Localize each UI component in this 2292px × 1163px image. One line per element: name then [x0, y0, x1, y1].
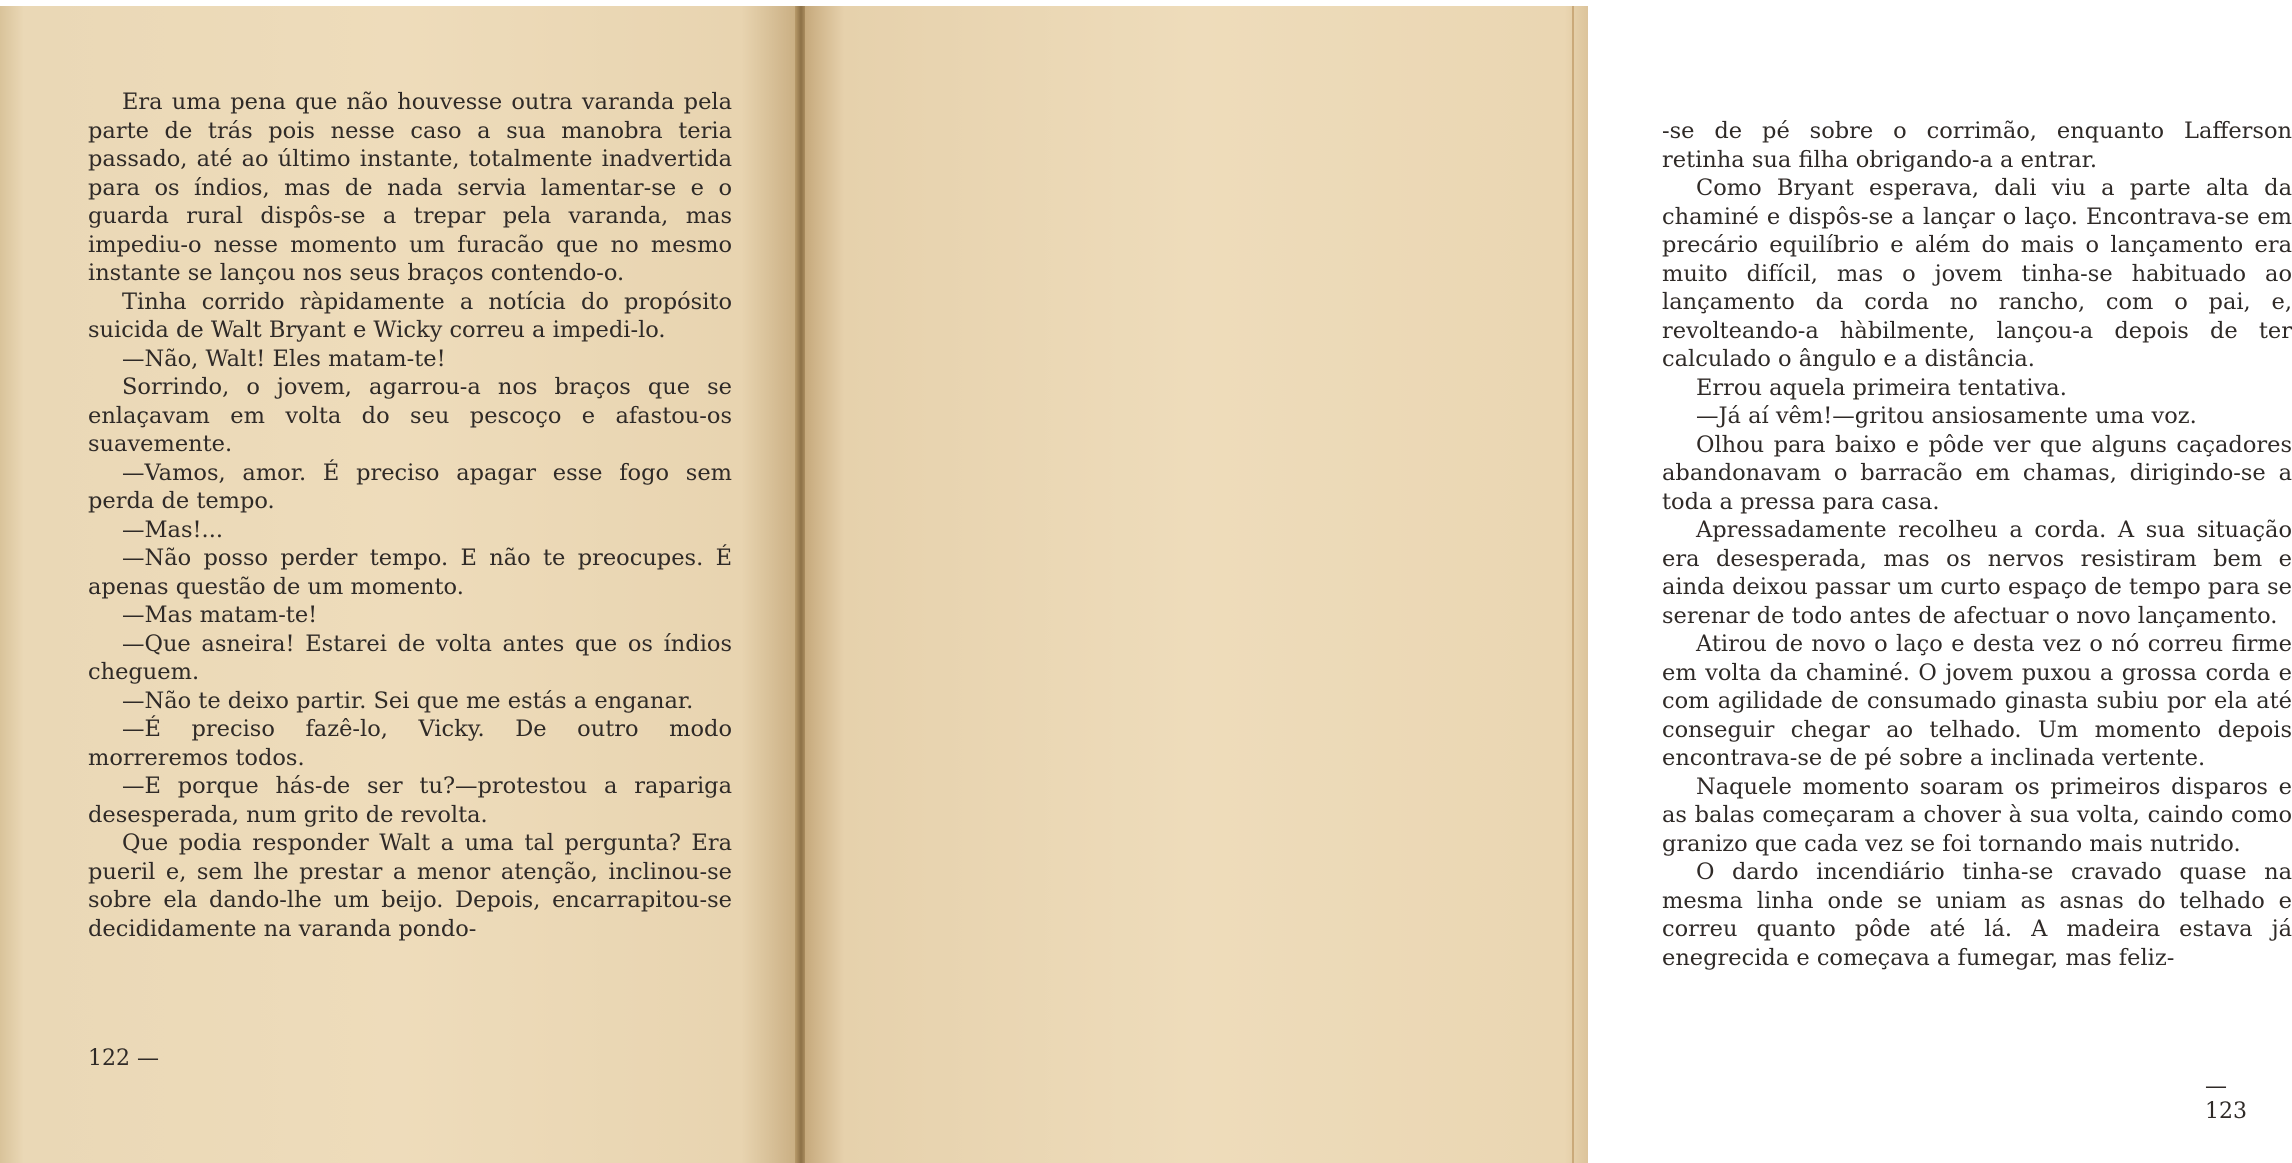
paragraph: Olhou para baixo e pôde ver que alguns caçadores abandonavam o barracão em chamas, dirigindo-se a toda a pressa para casa. — [1662, 431, 2292, 515]
paragraph: Naquele momento soaram os primeiros disparos e as balas começaram a chover à sua volta, caindo como granizo que cada vez se foi tornando mais nutrido. — [1662, 773, 2292, 857]
paragraph: —Não posso perder tempo. E não te preocupes. É apenas questão de um momento. — [88, 545, 732, 600]
paragraph: Sorrindo, o jovem, agarrou-a nos braços que se enlaçavam em volta do seu pescoço e afastou-os suavemente. — [88, 374, 732, 457]
paragraph: —Mas!... — [122, 516, 223, 543]
book-spread — [0, 6, 2292, 1163]
paragraph-continuation: -se de pé sobre o corrimão, enquanto Lafferson retinha sua filha obrigando-a a entrar. — [1662, 118, 2292, 173]
paragraph: —É preciso fazê-lo, Vicky. De outro modo morreremos todos. — [88, 716, 732, 771]
paragraph: Errou aquela primeira tentativa. — [1696, 374, 2067, 401]
paragraph: —E porque hás-de ser tu?—protestou a rapariga desesperada, num grito de revolta. — [88, 773, 732, 828]
left-page — [0, 6, 797, 1163]
paragraph: O dardo incendiário tinha-se cravado quase na mesma linha onde se uniam as asnas do telhado e correu quanto pôde até lá. A madeira estava já enegrecida e começava a fumegar, mas feliz- — [1662, 859, 2292, 971]
paragraph: Atirou de novo o laço e desta vez o nó correu firme em volta da chaminé. O jovem puxou a grossa corda e com agilidade de consumado ginasta subiu por ela até conseguir chegar ao telhado. Um momento depois encontrava-se de pé sobre a inclinada vertente. — [1662, 631, 2292, 771]
paragraph: —Que asneira! Estarei de volta antes que os índios cheguem. — [88, 630, 732, 685]
paragraph: Que podia responder Walt a uma tal pergunta? Era pueril e, sem lhe prestar a menor atenção, inclinou-se sobre ela dando-lhe um beijo. Depois, encarrapitou-se decididamente na varanda pondo- — [88, 830, 732, 942]
paragraph: —Não, Walt! Eles matam-te! — [122, 345, 446, 372]
paragraph: Como Bryant esperava, dali viu a parte alta da chaminé e dispôs-se a lançar o laço. Encontrava-se em precário equilíbrio e além do mais o lançamento era muito difícil, mas o jovem tinha-se habituado ao lançamento da corda no rancho, com o pai, e, revolteando-a hàbilmente, lançou-a depois de ter calculado o ângulo e a distância. — [1662, 175, 2292, 372]
paragraph: —Vamos, amor. É preciso apagar esse fogo sem perda de tempo. — [88, 459, 732, 514]
paragraph: —Mas matam-te! — [122, 602, 318, 628]
paragraph: —Não te deixo partir. Sei que me estás a enganar. — [122, 687, 694, 714]
paragraph: Apressadamente recolheu a corda. A sua situação era desesperada, mas os nervos resistiram bem e ainda deixou passar um curto espaço de tempo para se serenar de todo antes de afectuar o novo lançamento. — [1662, 517, 2292, 629]
paragraph: Era uma pena que não houvesse outra varanda pela parte de trás pois nesse caso a sua manobra teria passado, até ao último instante, totalmente inadvertida para os índios, mas de nada servia lamentar-se e o guarda rural dispôs-se a trepar pela varanda, mas impediu-o nesse momento um furacão que no mesmo instante se lançou nos seus braços contendo-o. — [88, 89, 732, 286]
left-page-text — [88, 88, 732, 943]
right-page — [805, 6, 2292, 1163]
page-number-right: — 123 — [2205, 1074, 2247, 1124]
right-page-text — [1662, 117, 2292, 972]
paragraph: —Já aí vêm!—gritou ansiosamente uma voz. — [1696, 403, 2197, 429]
page-number-left: 122 — — [88, 1046, 159, 1071]
page-edge — [1572, 6, 1574, 1163]
paragraph: Tinha corrido ràpidamente a notícia do propósito suicida de Walt Bryant e Wicky correu a impedi-lo. — [88, 288, 732, 343]
